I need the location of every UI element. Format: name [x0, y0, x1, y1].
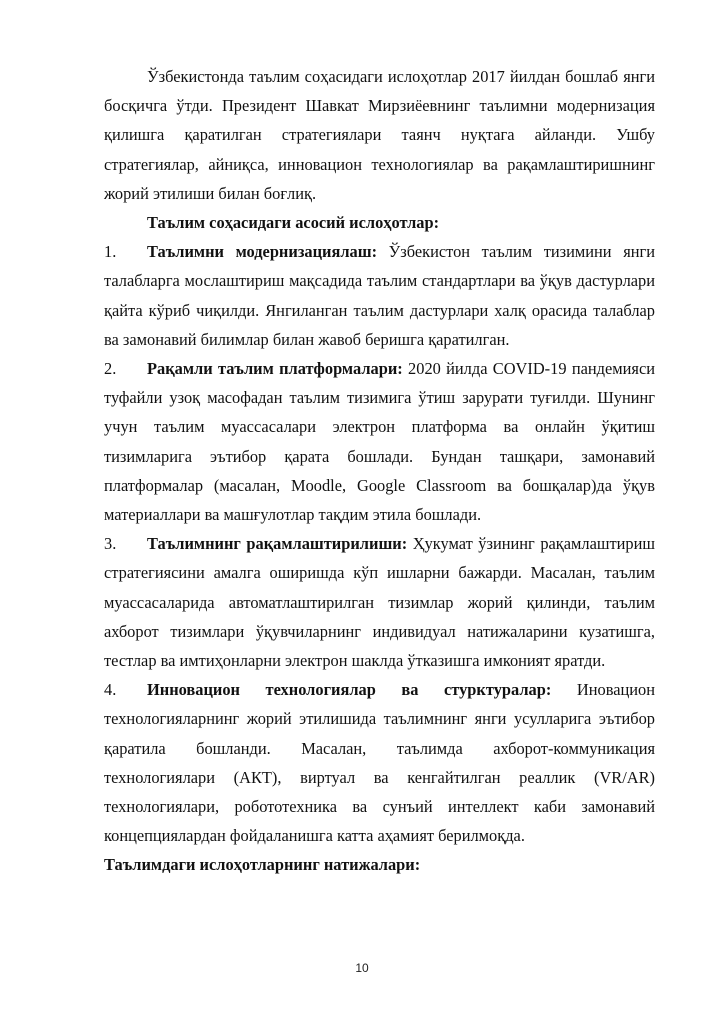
list-item-2	[104, 354, 655, 529]
list-item-number: 1.	[104, 242, 117, 262]
results-heading: Таълимдаги ислоҳотларнинг натижалари:	[104, 855, 421, 875]
list-item-title: Таълимнинг рақамлаштирилиши:	[147, 534, 408, 554]
list-item-title: Таълимни модернизациялаш:	[147, 242, 378, 262]
list-item-text: Ҳукумат ўзининг рақамлаштириш стратегиясини амалга оширишда кўп ишларни бажарди. Масалан, таълим муассасаларида автоматлаштирилган тизимлар жорий қилинди, таълим ахборот тизимлари ўқувчиларнинг индивидуал натижаларини кузатишга, тестлар ва имтиҳонларни электрон шаклда ўтказишга имконият яратди.	[104, 534, 656, 671]
list-item-text: Иновацион технологияларнинг жорий этилишида таълимнинг янги усулларига эътибор қаратила бошланди. Масалан, таълимда ахборот-коммуникация технологиялари (АКТ), виртуал ва кенгайтилган реаллик (VR/AR) технологиялари, робототехника ва сунъий интеллект каби замонавий концепциялардан фойдаланишга катта аҳамият берилмоқда.	[104, 680, 656, 846]
list-item-3	[104, 529, 655, 675]
section-subheading: Таълим соҳасидаги асосий ислоҳотлар:	[147, 213, 440, 233]
list-item-title: Инновацион технологиялар ва стурктуралар:	[147, 680, 552, 700]
list-item-text: Ўзбекистон таълим тизимини янги талабларга мослаштириш мақсадида таълим стандартлари ва ўқув дастурлари қайта кўриб чиқилди. Янгиланган таълим дастурлари халқ орасида талаблар ва замонавий билимлар билан жавоб беришга қаратилган.	[104, 242, 655, 349]
list-item-number: 4.	[104, 680, 117, 700]
page-number: 10	[355, 961, 369, 975]
list-item-4	[104, 675, 655, 850]
list-item-title: Рақамли таълим платформалари:	[147, 359, 403, 379]
list-item-number: 2.	[104, 359, 117, 379]
intro-paragraph: Ўзбекистонда таълим соҳасидаги ислоҳотлар 2017 йилдан бошлаб янги босқичга ўтди. Президент Шавкат Мирзиёевнинг таълимни модернизация қилишга қаратилган стратегиялари таянч нуқтага айланди. Ушбу стратегиялар, айниқса, инновацион технологиялар ва рақамлаштиришнинг жорий этилиши билан боғлиқ.	[104, 67, 655, 203]
list-item-number: 3.	[104, 534, 117, 554]
list-item-text: 2020 йилда COVID-19 пандемияси туфайли узоқ масофадан таълим тизимига ўтиш зарурати туғилди. Шунинг учун таълим муассасалари электрон платформа ва онлайн ўқитиш тизимларига эътибор қарата бошлади. Бундан ташқари, замонавий платформалар (масалан, Moodle, Google Classroom ва бошқалар)да ўқув материаллари ва машғулотлар тақдим этила бошлади.	[104, 359, 656, 525]
document-page	[104, 62, 655, 880]
list-item-1	[104, 237, 655, 354]
